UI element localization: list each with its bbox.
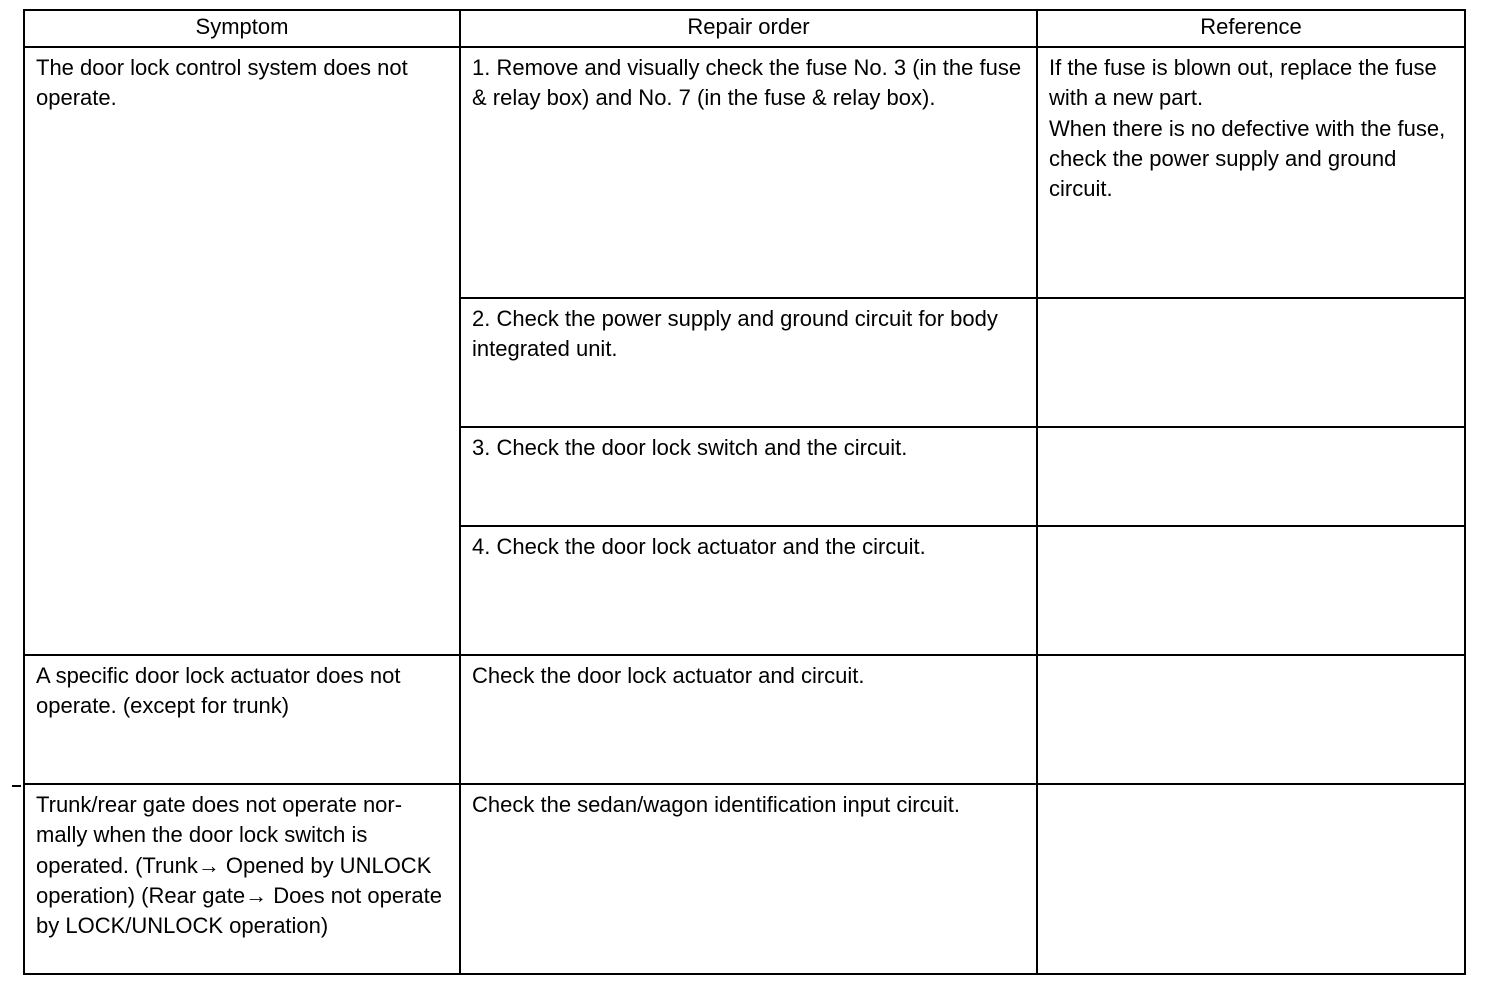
reference-cell [1037, 298, 1465, 427]
table-row [24, 784, 1465, 974]
repair-order-cell: Check the sedan/wagon identification input circuit. [460, 784, 1037, 974]
table-row [24, 655, 1465, 784]
header-repair-order: Repair order [460, 10, 1037, 47]
troubleshooting-table [23, 9, 1466, 975]
troubleshooting-sheet [23, 9, 1464, 975]
margin-tick-mark [12, 785, 21, 787]
repair-order-cell: 4. Check the door lock actuator and the circuit. [460, 526, 1037, 655]
table-row [24, 47, 1465, 298]
reference-cell [1037, 784, 1465, 974]
header-reference: Reference [1037, 10, 1465, 47]
reference-cell [1037, 427, 1465, 526]
reference-cell [1037, 655, 1465, 784]
symptom-cell: A specific door lock actuator does not operate. (except for trunk) [24, 655, 460, 784]
symptom-cell: The door lock control system does not operate. [24, 47, 460, 655]
repair-order-cell: 2. Check the power supply and ground circuit for body integrated unit. [460, 298, 1037, 427]
symptom-cell: Trunk/rear gate does not operate nor-mally when the door lock switch is operated. (Trunk→ Opened by UNLOCK operation) (Rear gate→ Does not operate by LOCK/UNLOCK operation) [24, 784, 460, 974]
repair-order-cell: Check the door lock actuator and circuit. [460, 655, 1037, 784]
header-row [24, 10, 1465, 47]
reference-cell [1037, 526, 1465, 655]
repair-order-cell: 3. Check the door lock switch and the circuit. [460, 427, 1037, 526]
reference-cell: If the fuse is blown out, replace the fuse with a new part. When there is no defective with the fuse, check the power supply and ground circuit. [1037, 47, 1465, 298]
header-symptom: Symptom [24, 10, 460, 47]
repair-order-cell: 1. Remove and visually check the fuse No. 3 (in the fuse & relay box) and No. 7 (in the fuse & relay box). [460, 47, 1037, 298]
